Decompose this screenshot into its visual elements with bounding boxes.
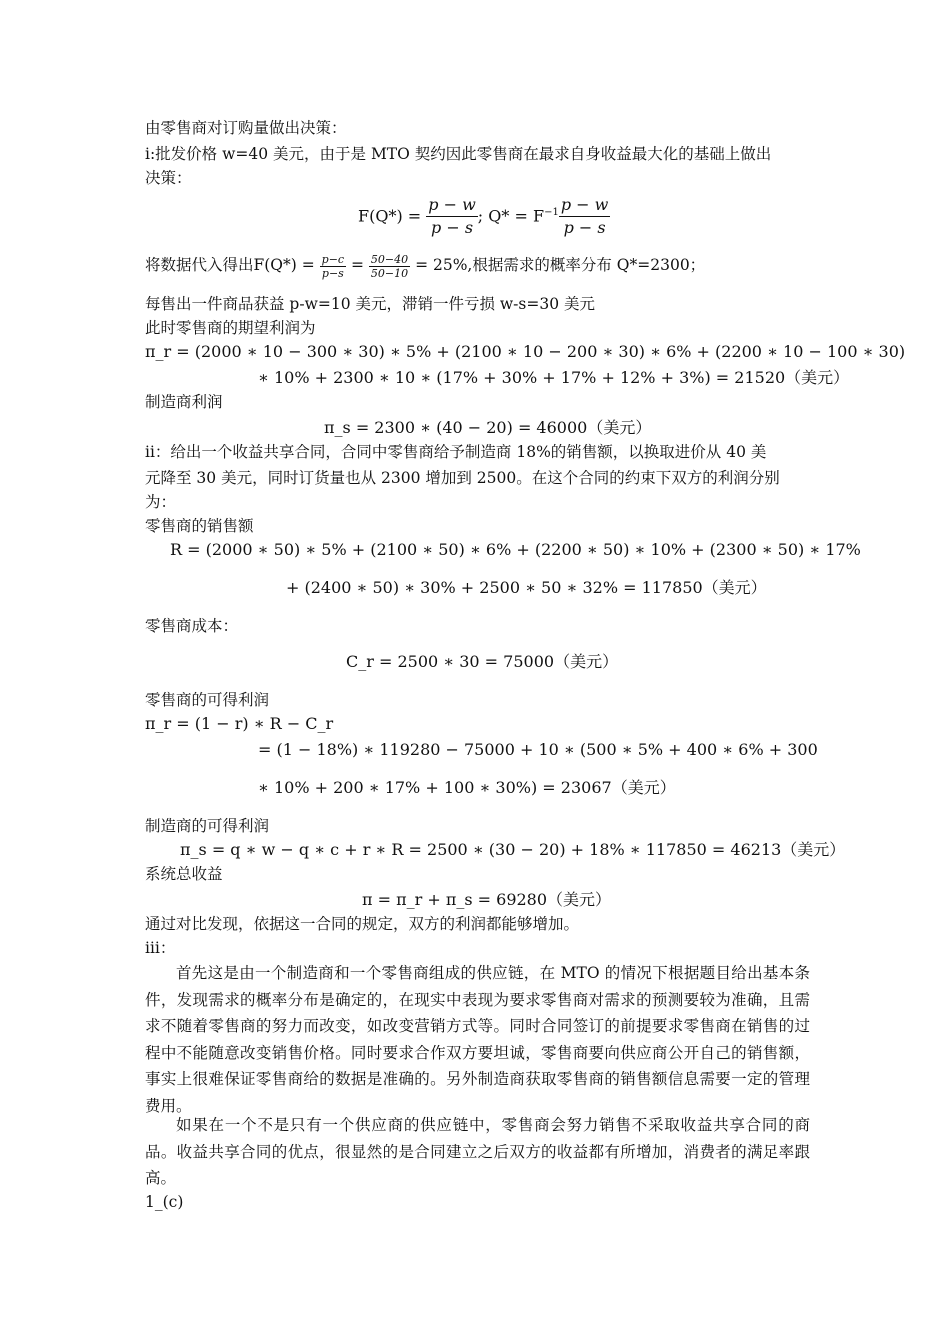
formula-text: F(Q*) = xyxy=(358,206,427,226)
fraction-numerator: p − w xyxy=(559,194,611,217)
fraction-numerator: p − w xyxy=(426,194,478,217)
text-line: 决策： xyxy=(145,169,192,187)
text-line: ⅰ:批发价格 w=40 美元，由于是 MTO 契约因此零售商在最求自身收益最大化的基础上做出 xyxy=(145,145,772,163)
text-line: 每售出一件商品获益 p-w=10 美元，滞销一件亏损 w-s=30 美元 xyxy=(145,295,596,313)
text-line: 零售商的销售额 xyxy=(145,517,254,535)
text-line: 由零售商对订购量做出决策： xyxy=(145,119,347,137)
formula-text: = xyxy=(346,256,369,274)
text-line: 制造商利润 xyxy=(145,393,223,411)
text-line: 系统总收益 xyxy=(145,865,223,883)
text-line: 通过对比发现，依据这一合同的规定，双方的利润都能够增加。 xyxy=(145,915,580,933)
formula-line: π_r = (1 − r) ∗ R − C_r xyxy=(145,714,334,733)
fraction xyxy=(369,253,410,280)
fraction-denominator: 50−10 xyxy=(370,266,409,280)
fraction-numerator: p−c xyxy=(321,252,345,266)
body-paragraph: 如果在一个不是只有一个供应商的供应链中，零售商会努力销售不采取收益共享合同的商品。收益共享合同的优点，很显然的是合同建立之后双方的收益都有所增加，消费者的满足率跟高。 xyxy=(145,1116,810,1187)
formula-line: = (1 − 18%) ∗ 119280 − 75000 + 10 ∗ (500 ∗ 5% + 400 ∗ 6% + 300 xyxy=(258,740,818,759)
fraction-numerator: 50−40 xyxy=(370,252,409,266)
formula-text: 将数据代入得出F(Q*) = xyxy=(145,256,320,274)
text-line: 为： xyxy=(145,493,177,511)
text-line: 零售商的可得利润 xyxy=(145,691,270,709)
formula-line: π_r = (2000 ∗ 10 − 300 ∗ 30) ∗ 5% + (2100 ∗ 10 − 200 ∗ 30) ∗ 6% + (2200 ∗ 10 − 100 ∗ 30) xyxy=(145,342,906,361)
fraction xyxy=(320,253,346,280)
formula-critical-fractile xyxy=(358,194,610,239)
formula-superscript: −1 xyxy=(544,207,559,218)
formula-text: = 25%,根据需求的概率分布 Q*=2300； xyxy=(410,256,706,274)
fraction-denominator: p − s xyxy=(563,218,606,238)
formula-line: ∗ 10% + 200 ∗ 17% + 100 ∗ 30%) = 23067（美元） xyxy=(258,778,676,797)
section-label: 1_(c) xyxy=(145,1193,184,1211)
formula-line: π_s = q ∗ w − q ∗ c + r ∗ R = 2500 ∗ (30 − 20) + 18% ∗ 117850 = 46213（美元） xyxy=(180,840,846,859)
text-line: ⅲ： xyxy=(145,939,176,957)
fraction-denominator: p − s xyxy=(431,218,474,238)
formula-line: + (2400 ∗ 50) ∗ 30% + 2500 ∗ 50 ∗ 32% = 117850（美元） xyxy=(286,578,767,597)
formula-line: ∗ 10% + 2300 ∗ 10 ∗ (17% + 30% + 17% + 12% + 3%) = 21520（美元） xyxy=(258,368,850,387)
body-paragraph: 首先这是由一个制造商和一个零售商组成的供应链，在 MTO 的情况下根据题目给出基本条件，发现需求的概率分布是确定的，在现实中表现为要求零售商对需求的预测要较为准确，且需求不随着零售商的努力而改变，如改变营销方式等。同时合同签订的前提要求零售商在销售的过程中不能随意改变销售价格。同时要求合作双方要坦诚，零售商要向供应商公开自己的销售额，事实上很难保证零售商给的数据是准确的。另外制造商获取零售商的销售额信息需要一定的管理费用。 xyxy=(145,964,810,1115)
formula-line: π_s = 2300 ∗ (40 − 20) = 46000（美元） xyxy=(324,418,652,437)
formula-line: C_r = 2500 ∗ 30 = 75000（美元） xyxy=(346,652,619,671)
fraction xyxy=(559,194,611,239)
text-line: ⅱ：给出一个收益共享合同，合同中零售商给予制造商 18%的销售额，以换取进价从 40 美 xyxy=(145,443,767,461)
formula-line: R = (2000 ∗ 50) ∗ 5% + (2100 ∗ 50) ∗ 6% + (2200 ∗ 50) ∗ 10% + (2300 ∗ 50) ∗ 17% xyxy=(170,540,861,559)
formula-line: π = π_r + π_s = 69280（美元） xyxy=(362,890,612,909)
fraction xyxy=(426,194,478,239)
text-line: 此时零售商的期望利润为 xyxy=(145,319,316,337)
fraction-denominator: p−s xyxy=(321,266,344,280)
text-line: 零售商成本： xyxy=(145,617,239,635)
text-line: 元降至 30 美元，同时订货量也从 2300 增加到 2500。在这个合同的约束下双方的利润分别 xyxy=(145,469,780,487)
formula-substitution xyxy=(145,250,705,280)
formula-text: ; Q* = F xyxy=(477,206,545,226)
text-line: 制造商的可得利润 xyxy=(145,817,270,835)
